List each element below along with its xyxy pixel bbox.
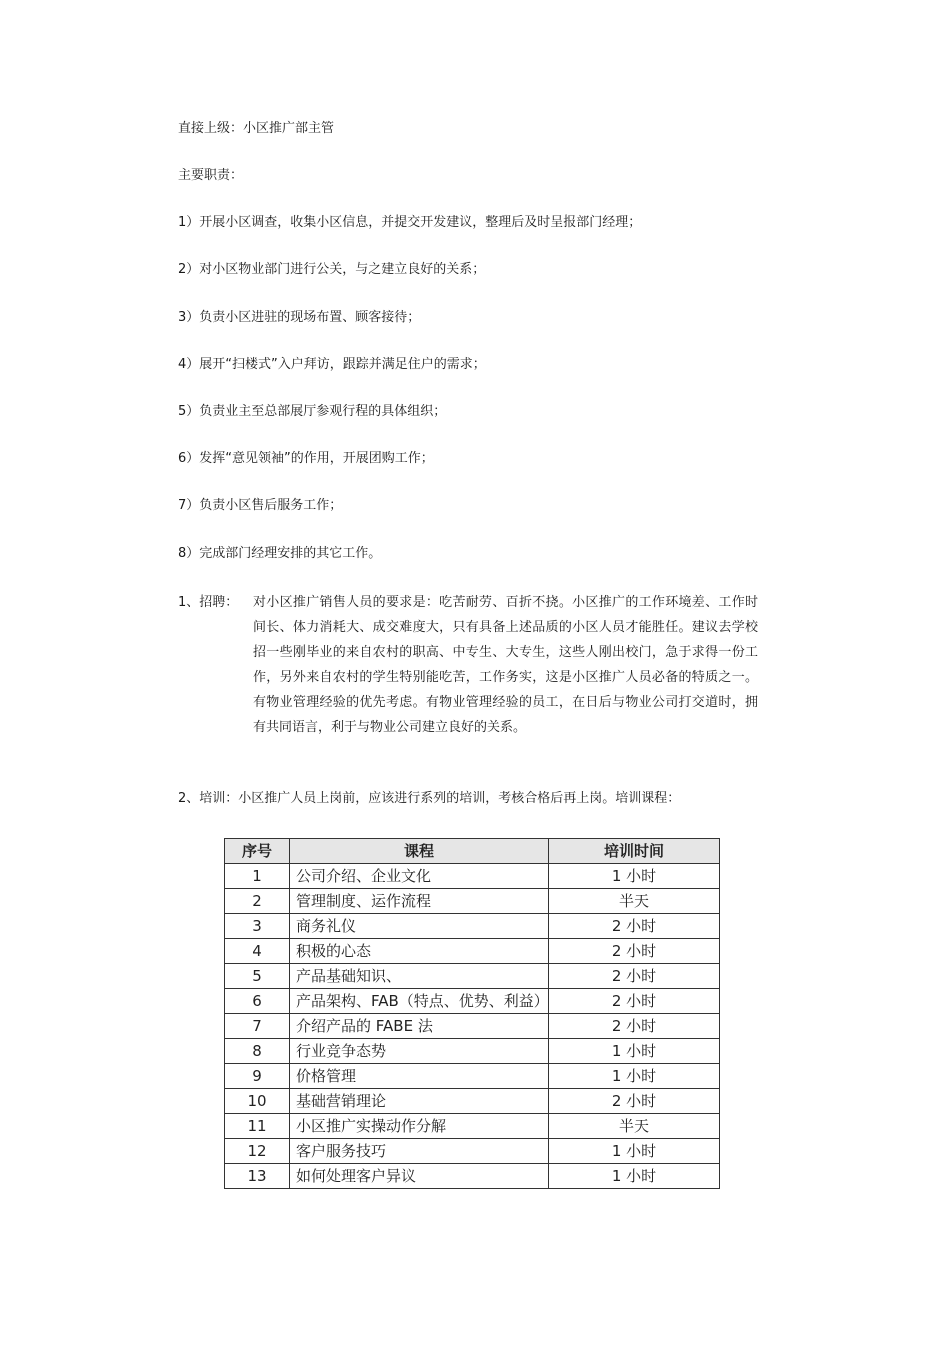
recruitment-section: [178, 590, 758, 740]
cell-time: 半天: [549, 889, 720, 914]
table-row: [225, 1164, 720, 1189]
training-course-table: [224, 838, 720, 1189]
cell-time: 2 小时: [549, 1014, 720, 1039]
header-time: 培训时间: [549, 839, 720, 864]
cell-time: 2 小时: [549, 1089, 720, 1114]
duty-item: 7）负责小区售后服务工作；: [178, 498, 343, 513]
cell-no: 7: [225, 1014, 290, 1039]
table-row: [225, 1114, 720, 1139]
table-row: [225, 889, 720, 914]
cell-course: 小区推广实操动作分解: [290, 1114, 549, 1139]
cell-no: 9: [225, 1064, 290, 1089]
training-line: 2、培训：小区推广人员上岗前，应该进行系列的培训，考核合格后再上岗。培训课程：: [178, 791, 681, 806]
supervisor-line: 直接上级：小区推广部主管: [178, 121, 335, 136]
cell-course: 产品架构、FAB（特点、优势、利益）: [290, 989, 549, 1014]
table-row: [225, 914, 720, 939]
cell-time: 1 小时: [549, 1139, 720, 1164]
cell-course: 如何处理客户异议: [290, 1164, 549, 1189]
table-row: [225, 989, 720, 1014]
cell-no: 3: [225, 914, 290, 939]
header-no: 序号: [225, 839, 290, 864]
cell-time: 半天: [549, 1114, 720, 1139]
cell-no: 13: [225, 1164, 290, 1189]
cell-no: 12: [225, 1139, 290, 1164]
duty-item: 2）对小区物业部门进行公关，与之建立良好的关系；: [178, 262, 486, 277]
recruitment-label: 1、招聘：: [178, 595, 239, 610]
table-row: [225, 939, 720, 964]
cell-no: 11: [225, 1114, 290, 1139]
cell-time: 2 小时: [549, 914, 720, 939]
cell-no: 4: [225, 939, 290, 964]
cell-course: 积极的心态: [290, 939, 549, 964]
table-row: [225, 1064, 720, 1089]
cell-time: 2 小时: [549, 989, 720, 1014]
duties-title: 主要职责：: [178, 168, 244, 183]
cell-time: 1 小时: [549, 864, 720, 889]
cell-no: 1: [225, 864, 290, 889]
table-row: [225, 1139, 720, 1164]
cell-course: 价格管理: [290, 1064, 549, 1089]
cell-time: 2 小时: [549, 964, 720, 989]
table-header-row: [225, 839, 720, 864]
table-row: [225, 864, 720, 889]
cell-no: 10: [225, 1089, 290, 1114]
cell-course: 基础营销理论: [290, 1089, 549, 1114]
duty-item: 8）完成部门经理安排的其它工作。: [178, 546, 382, 561]
cell-no: 5: [225, 964, 290, 989]
cell-course: 客户服务技巧: [290, 1139, 549, 1164]
cell-no: 2: [225, 889, 290, 914]
duty-item: 3）负责小区进驻的现场布置、顾客接待；: [178, 310, 421, 325]
recruitment-text: 对小区推广销售人员的要求是：吃苦耐劳、百折不挠。小区推广的工作环境差、工作时间长、体力消耗大、成交难度大，只有具备上述品质的小区人员才能胜任。建议去学校招一些刚毕业的来自农村的职高、中专生、大专生，这些人刚出校门，急于求得一份工作，另外来自农村的学生特别能吃苦，工作务实，这是小区推广人员必备的特质之一。有物业管理经验的优先考虑。有物业管理经验的员工，在日后与物业公司打交道时，拥有共同语言，利于与物业公司建立良好的关系。: [253, 595, 758, 735]
cell-course: 管理制度、运作流程: [290, 889, 549, 914]
cell-course: 行业竞争态势: [290, 1039, 549, 1064]
cell-time: 1 小时: [549, 1039, 720, 1064]
header-course: 课程: [290, 839, 549, 864]
cell-time: 2 小时: [549, 939, 720, 964]
duty-item: 5）负责业主至总部展厅参观行程的具体组织；: [178, 404, 447, 419]
table-row: [225, 1039, 720, 1064]
cell-no: 6: [225, 989, 290, 1014]
duty-item: 1）开展小区调查，收集小区信息，并提交开发建议，整理后及时呈报部门经理；: [178, 215, 642, 230]
table-row: [225, 964, 720, 989]
cell-course: 商务礼仪: [290, 914, 549, 939]
table-row: [225, 1014, 720, 1039]
duty-item: 6）发挥“意见领袖”的作用，开展团购工作；: [178, 451, 434, 466]
cell-course: 介绍产品的 FABE 法: [290, 1014, 549, 1039]
cell-course: 公司介绍、企业文化: [290, 864, 549, 889]
cell-time: 1 小时: [549, 1064, 720, 1089]
duty-item: 4）展开“扫楼式”入户拜访，跟踪并满足住户的需求；: [178, 357, 486, 372]
cell-time: 1 小时: [549, 1164, 720, 1189]
cell-no: 8: [225, 1039, 290, 1064]
cell-course: 产品基础知识、: [290, 964, 549, 989]
table-row: [225, 1089, 720, 1114]
